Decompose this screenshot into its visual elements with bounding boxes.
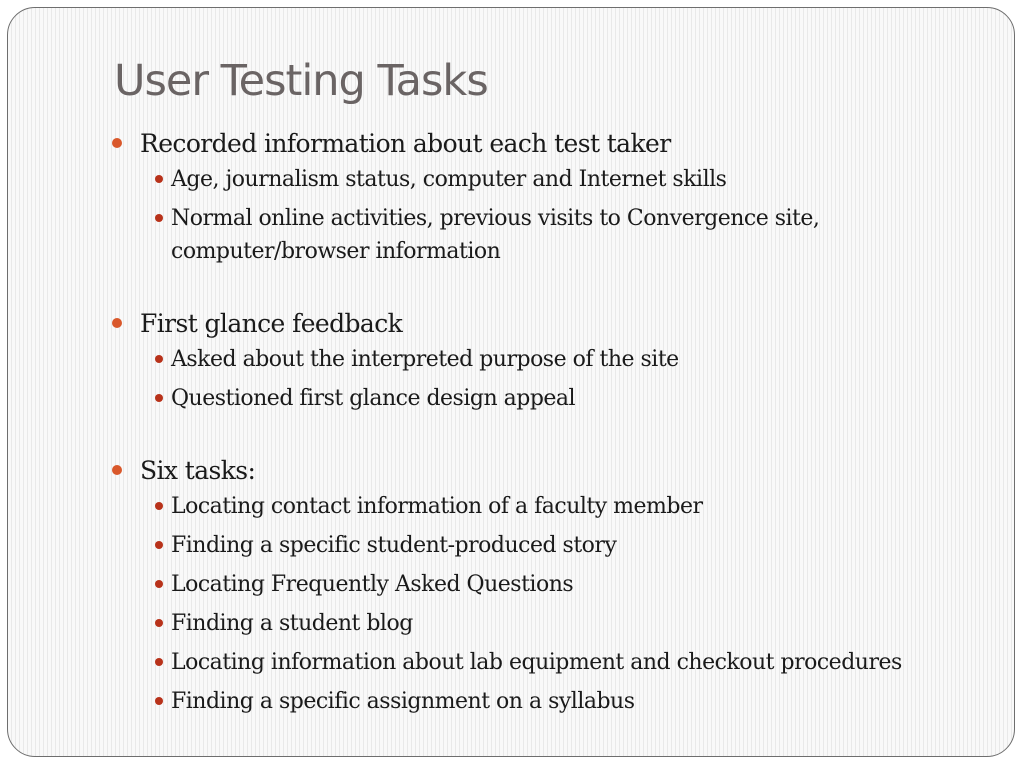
sub-bullet-item <box>108 529 988 562</box>
sub-bullet-item <box>108 490 988 523</box>
bullet-item <box>108 452 988 490</box>
sub-bullet-list <box>108 343 988 415</box>
sub-bullet-dot-icon <box>155 580 163 588</box>
sub-bullet-dot-icon <box>155 502 163 510</box>
sub-bullet-item <box>108 343 988 376</box>
sub-bullet-dot-icon <box>155 697 163 705</box>
sub-bullet-item <box>108 202 988 268</box>
sub-bullet-item <box>108 568 988 601</box>
sub-bullet-text: Locating contact information of a faculty member <box>171 494 703 519</box>
sub-bullet-dot-icon <box>155 355 163 363</box>
bullet-dot-icon <box>112 138 122 148</box>
sub-bullet-dot-icon <box>155 175 163 183</box>
sub-bullet-text: Age, journalism status, computer and Internet skills <box>171 167 727 192</box>
sub-bullet-text: Locating Frequently Asked Questions <box>171 572 574 597</box>
sub-bullet-text: Finding a specific assignment on a syllabus <box>171 689 635 714</box>
bullet-group <box>108 452 988 718</box>
slide-content <box>108 125 988 755</box>
sub-bullet-dot-icon <box>155 214 163 222</box>
sub-bullet-text: Asked about the interpreted purpose of the site <box>171 347 679 372</box>
sub-bullet-text: Locating information about lab equipment and checkout procedures <box>171 650 902 675</box>
bullet-text: First glance feedback <box>140 309 403 338</box>
sub-bullet-item <box>108 607 988 640</box>
bullet-text: Six tasks: <box>140 456 256 485</box>
slide <box>7 7 1015 757</box>
sub-bullet-dot-icon <box>155 619 163 627</box>
sub-bullet-dot-icon <box>155 658 163 666</box>
bullet-list <box>108 125 988 718</box>
bullet-group <box>108 125 988 268</box>
bullet-dot-icon <box>112 465 122 475</box>
bullet-text: Recorded information about each test taker <box>140 129 671 158</box>
bullet-item <box>108 125 988 163</box>
sub-bullet-item <box>108 382 988 415</box>
sub-bullet-text: Normal online activities, previous visits to Convergence site, computer/browser information <box>171 206 820 264</box>
sub-bullet-text: Questioned first glance design appeal <box>171 386 576 411</box>
sub-bullet-item <box>108 646 988 679</box>
bullet-dot-icon <box>112 318 122 328</box>
sub-bullet-dot-icon <box>155 541 163 549</box>
sub-bullet-list <box>108 163 988 268</box>
sub-bullet-dot-icon <box>155 394 163 402</box>
sub-bullet-item <box>108 685 988 718</box>
slide-title: User Testing Tasks <box>114 56 488 106</box>
sub-bullet-item <box>108 163 988 196</box>
bullet-group <box>108 305 988 415</box>
sub-bullet-text: Finding a specific student-produced story <box>171 533 617 558</box>
bullet-item <box>108 305 988 343</box>
sub-bullet-list <box>108 490 988 718</box>
sub-bullet-text: Finding a student blog <box>171 611 413 636</box>
